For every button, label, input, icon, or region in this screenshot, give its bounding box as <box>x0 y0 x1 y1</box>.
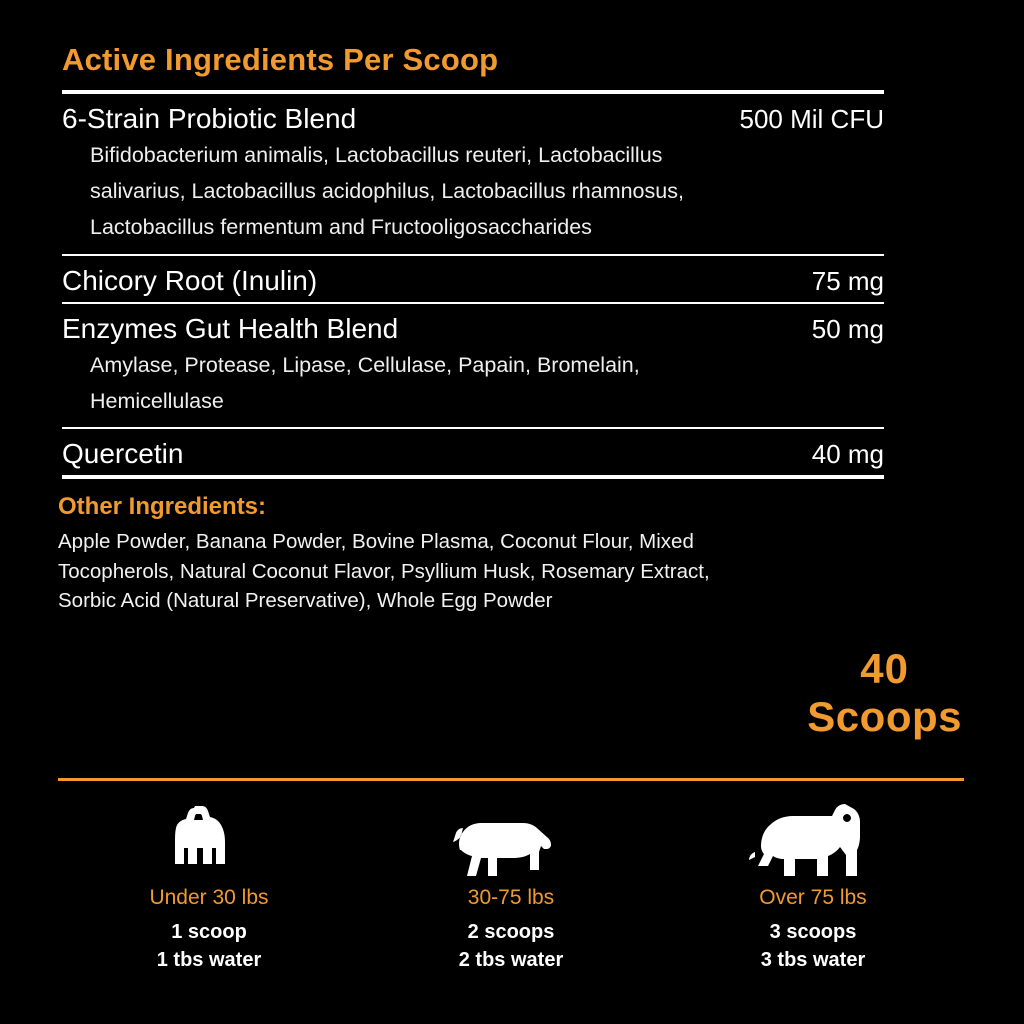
feeding-weight: 30-75 lbs <box>467 886 555 909</box>
ingredient-name: Chicory Root (Inulin) <box>62 264 318 296</box>
ingredient-header <box>62 304 884 348</box>
feeding-scoops: 1 scoop <box>171 921 247 943</box>
large-dog-icon <box>663 800 963 876</box>
feeding-water: 1 tbs water <box>156 949 262 972</box>
ingredient-name: Quercetin <box>62 438 184 470</box>
ingredient-amount: 500 Mil CFU <box>739 104 884 134</box>
scoops-label: Scoops <box>807 693 962 740</box>
ingredient-header <box>62 256 884 300</box>
feeding-weight: Under 30 lbs <box>149 886 269 909</box>
divider-feeding <box>58 778 964 781</box>
ingredient-row-enzymes-blend <box>58 304 966 420</box>
page-title: Active Ingredients Per Scoop <box>62 42 499 77</box>
ingredient-name: Enzymes Gut Health Blend <box>62 312 399 344</box>
feeding-column-small-dog <box>59 800 359 975</box>
feeding-column-large-dog <box>663 800 963 975</box>
feeding-water: 2 tbs water <box>458 949 564 972</box>
ingredient-sublist: Bifidobacterium animalis, Lactobacillus reuteri, Lactobacillus salivarius, Lactobacillus acidophilus, Lactobacillus rhamnosus, Lactobacillus fermentum and Fructooligosaccharides <box>90 143 684 239</box>
feeding-weight: Over 75 lbs <box>759 886 867 909</box>
ingredient-row-quercetin <box>58 429 966 473</box>
ingredient-name: 6-Strain Probiotic Blend <box>62 103 357 134</box>
ingredient-header <box>62 429 884 473</box>
ingredient-amount: 50 mg <box>811 313 884 344</box>
feeding-scoops: 2 scoops <box>467 921 555 943</box>
ingredient-row-chicory-root <box>58 256 966 300</box>
divider-bottom <box>62 475 884 479</box>
feeding-dose <box>663 918 963 975</box>
feeding-dose <box>361 918 661 975</box>
other-ingredients-title: Other Ingredients: <box>58 493 267 521</box>
ingredient-sublist: Amylase, Protease, Lipase, Cellulase, Papain, Bromelain, Hemicellulase <box>90 352 640 413</box>
ingredient-row-probiotic-blend <box>58 94 966 246</box>
feeding-guide <box>58 800 964 975</box>
scoops-badge <box>807 645 962 740</box>
ingredient-amount: 75 mg <box>811 265 884 296</box>
feeding-dose <box>59 918 359 975</box>
small-dog-icon <box>59 800 359 876</box>
ingredient-header <box>62 94 884 138</box>
medium-dog-icon <box>361 800 661 876</box>
feeding-water: 3 tbs water <box>760 949 866 972</box>
feeding-column-medium-dog <box>361 800 661 975</box>
scoops-count: 40 <box>860 645 909 692</box>
other-ingredients-body: Apple Powder, Banana Powder, Bovine Plasma, Coconut Flour, Mixed Tocopherols, Natural Coconut Flavor, Psyllium Husk, Rosemary Extract, Sorbic Acid (Natural Preservative), Whole Egg Powder <box>58 530 710 612</box>
feeding-scoops: 3 scoops <box>769 921 857 943</box>
ingredient-amount: 40 mg <box>811 439 884 470</box>
